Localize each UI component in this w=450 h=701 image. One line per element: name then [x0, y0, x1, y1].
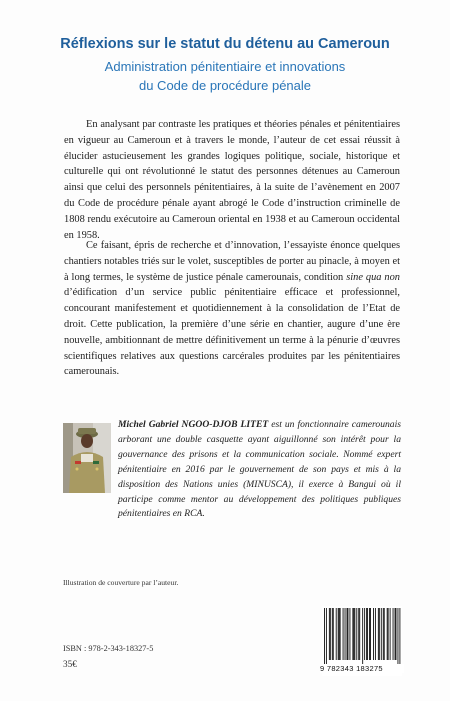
- barcode-bars: [322, 606, 402, 664]
- subtitle-line-1: Administration pénitentiaire et innovations: [104, 59, 346, 74]
- book-subtitle: [0, 57, 450, 95]
- author-name: Michel Gabriel NGOO-DJOB LITET: [118, 419, 269, 430]
- author-portrait-image: [63, 423, 111, 493]
- summary-paragraph-1: En analysant par contraste les pratiques et théories pénales et pénitentiaires en vigueur au Cameroun et à travers le monde, l’auteur de cet essai réussit à élucider astucieusement les grandes logiques politique, sociale, historique et culturelle qui ont révolutionné le statut des personnes détenues au Cameroun ainsi que celui des personnels pénitentiaires, à la suite de l’avènement en 2007 du Code de procédure pénale ayant abrogé le Code d’instruction criminelle de 1808 rendu exécutoire au Cameroun oriental en 1938 et au Cameroun occidental en 1958.: [64, 119, 400, 241]
- paragraph-2-text-a: Ce faisant, épris de recherche et d’innovation, l’essayiste énonce quelques chantiers notables triés sur le volet, susceptibles de porter au pinacle, à moyen et à long termes, le système de justice pénale camerounais, condition: [64, 240, 400, 283]
- author-bio: [118, 418, 401, 522]
- subtitle-line-2: du Code de procédure pénale: [138, 78, 312, 93]
- author-bio-text: est un fonctionnaire camerounais arborant une double casquette ayant aiguillonné son intérêt pour la gouvernance des prisons et la communication sociale. Nommé expert pénitentiaire en 2016 par le gouvernement de son pays et mis à la disposition des Nations unies (MINUSCA), il exerce à Bangui où il participe comme mentor au développement des politiques publiques pénitentiaires en RCA.: [118, 419, 401, 520]
- author-photo: [63, 423, 111, 493]
- latin-phrase: sine qua non: [346, 271, 401, 283]
- price: 35€: [63, 659, 77, 669]
- summary-paragraph-2: [64, 238, 400, 380]
- paragraph-2-text-b: d’édification d’un service public pénitentiaire efficace et professionnel, concourant manifestement et quotidiennement à la consolidation de l’Etat de droit. Cette publication, la première d’une série en chantier, augure d’une ère nouvelle, ambitionnant de mettre définitivement un terme à la pénurie d’œuvres scientifiques relatives aux questions carcérales produites par les pénitentiaires camerounais.: [64, 287, 400, 378]
- book-title: Réflexions sur le statut du détenu au Cameroun: [60, 36, 390, 52]
- isbn: ISBN : 978-2-343-18327-5: [63, 644, 154, 653]
- cover-credit: Illustration de couverture par l’auteur.: [63, 578, 179, 587]
- barcode-number: 9 782343 183275: [320, 664, 404, 673]
